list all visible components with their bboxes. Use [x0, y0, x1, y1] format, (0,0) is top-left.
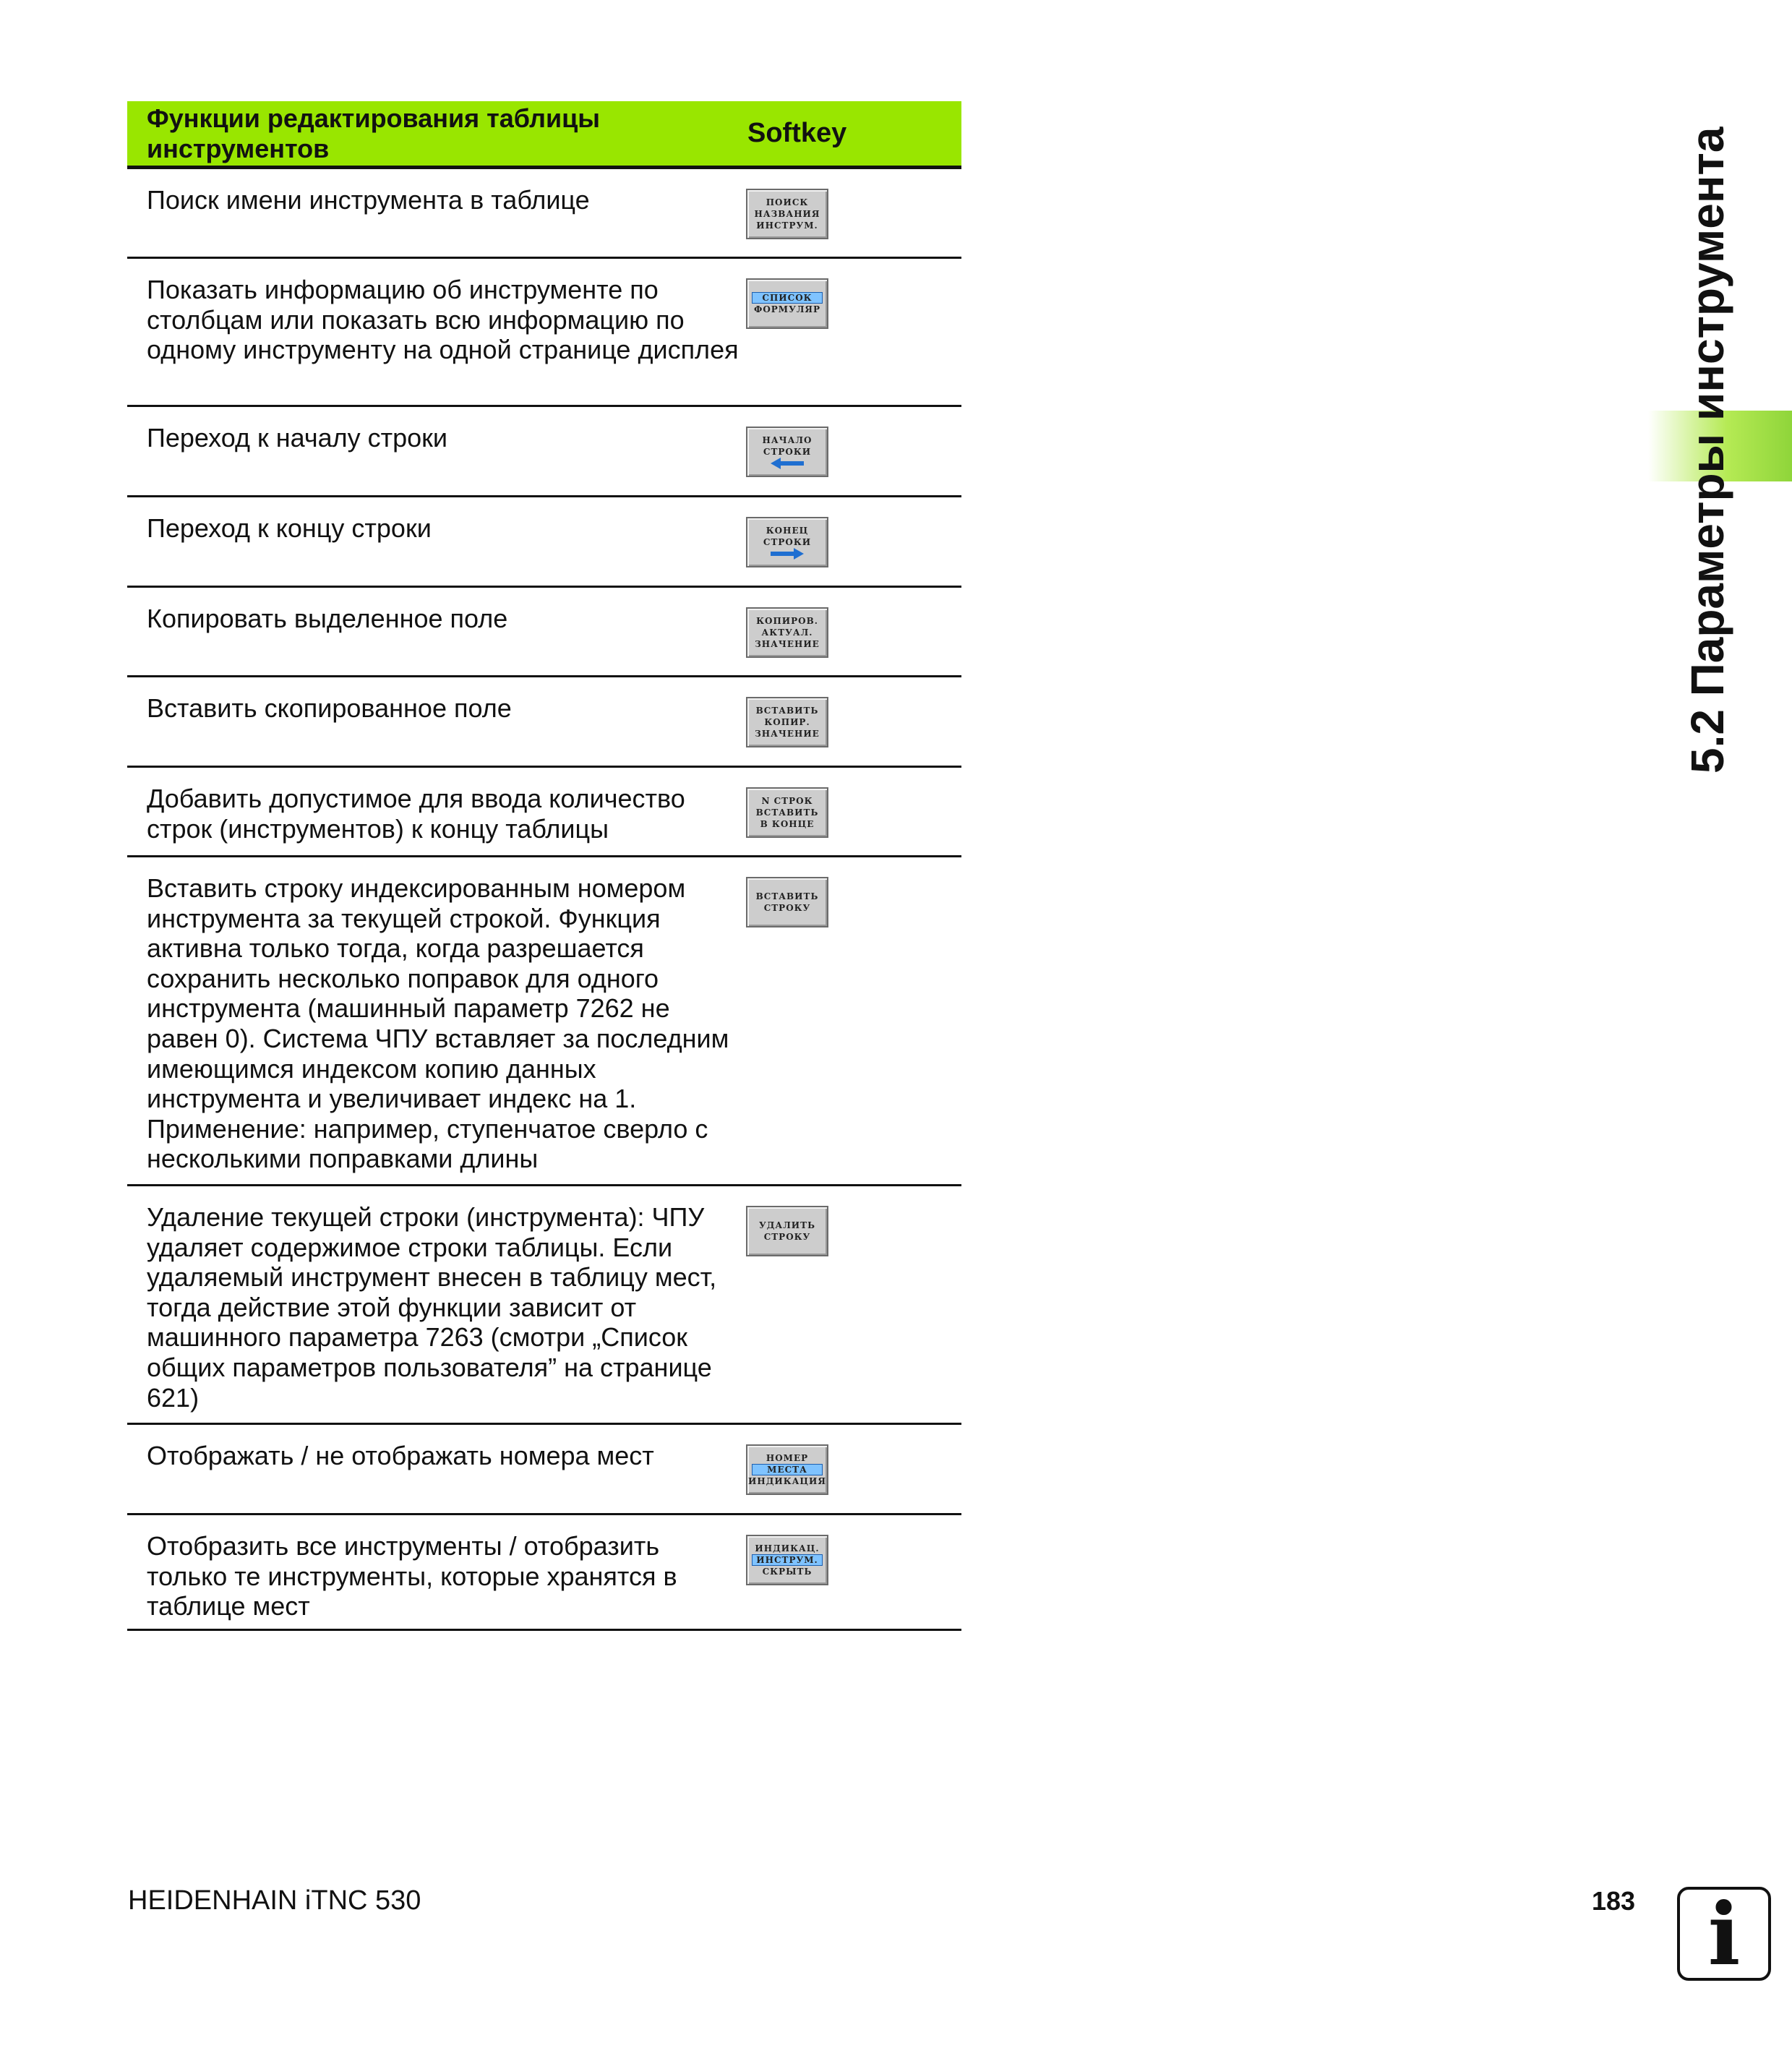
- softkey-button[interactable]: [746, 1206, 828, 1256]
- softkey-cell: [746, 1425, 828, 1513]
- table-row: [127, 259, 961, 407]
- softkey-label: КОНЕЦ: [766, 526, 809, 536]
- softkey-button[interactable]: [746, 697, 828, 747]
- softkey-button[interactable]: [746, 1535, 828, 1585]
- softkey-label: НАЗВАНИЯ: [754, 209, 820, 219]
- softkey-label: СТРОКИ: [763, 537, 812, 547]
- softkey-label: ЗНАЧЕНИЕ: [755, 729, 820, 739]
- softkey-label: СТРОКУ: [763, 903, 811, 913]
- softkey-button[interactable]: [746, 278, 828, 329]
- softkey-label: ИНСТРУМ.: [752, 1554, 823, 1566]
- softkey-cell: [746, 1515, 828, 1629]
- softkey-cell: [746, 259, 828, 405]
- softkey-button[interactable]: [746, 427, 828, 477]
- softkey-button[interactable]: [746, 607, 828, 658]
- softkey-label: ВСТАВИТЬ: [755, 891, 819, 901]
- softkey-label: СПИСОК: [752, 292, 823, 304]
- softkey-label: ВСТАВИТЬ: [755, 807, 819, 818]
- table-row: [127, 768, 961, 857]
- softkey-button[interactable]: [746, 1444, 828, 1495]
- softkey-label: КОПИР.: [764, 717, 810, 727]
- softkey-cell: [746, 768, 828, 855]
- row-description: Вставить строку индексированным номером инструмента за текущей строкой. Функция активна только тогда, когда разрешается сохранить несколько поправок для одного инструмента (машинный параметр 7262 не равен 0). Система ЧПУ вставляет за последним имеющимся индексом копию данных инструмента и увеличивает индекс на 1. Применение: например, ступенчатое сверло с несколькими поправками длины: [147, 873, 729, 1174]
- softkey-cell: [746, 169, 828, 257]
- footer-product: HEIDENHAIN iTNC 530: [128, 1885, 421, 1916]
- softkey-label: МЕСТА: [752, 1464, 823, 1475]
- softkey-cell: [746, 588, 828, 675]
- info-icon: i: [1677, 1887, 1771, 1981]
- table-row: [127, 169, 961, 259]
- row-description: Удаление текущей строки (инструмента): ЧПУ удаляет содержимое строки таблицы. Если удаляемый инструмент внесен в таблицу мест, тогда действие этой функции зависит от машинного параметра 7263 (смотри „Список общих параметров пользователя” на странице 621): [147, 1202, 717, 1413]
- table-body: [127, 169, 961, 1631]
- softkey-label: N СТРОК: [761, 796, 813, 806]
- softkey-button[interactable]: [746, 189, 828, 239]
- chapter-title: 5.2 Параметры инструмента: [1681, 127, 1733, 774]
- table-row: [127, 407, 961, 497]
- row-description: Копировать выделенное поле: [147, 604, 508, 633]
- softkey-cell: [746, 857, 828, 1184]
- softkey-label: СКРЫТЬ: [762, 1567, 813, 1577]
- arrow-right-icon: [771, 548, 804, 560]
- softkey-cell: [746, 497, 828, 586]
- softkey-label: СТРОКИ: [763, 447, 812, 457]
- softkey-label: НОМЕР: [766, 1453, 809, 1463]
- row-description: Отобразить все инструменты / отобразить только те инструменты, которые хранятся в таблице мест: [147, 1531, 677, 1621]
- table-row: [127, 588, 961, 677]
- table-row: [127, 677, 961, 768]
- softkey-button[interactable]: [746, 517, 828, 567]
- softkey-label: В КОНЦЕ: [760, 819, 815, 829]
- softkey-cell: [746, 1186, 828, 1423]
- row-description: Добавить допустимое для ввода количество строк (инструментов) к концу таблицы: [147, 784, 685, 844]
- softkey-label: НАЧАЛО: [762, 435, 813, 445]
- softkey-label: КОПИРОВ.: [756, 616, 818, 626]
- arrow-left-icon: [771, 458, 804, 469]
- softkey-label: УДАЛИТЬ: [759, 1220, 815, 1230]
- softkey-label: ПОИСК: [766, 197, 809, 207]
- row-description: Переход к концу строки: [147, 513, 432, 543]
- softkey-label: ВСТАВИТЬ: [755, 706, 819, 716]
- softkey-button[interactable]: [746, 787, 828, 838]
- softkey-button[interactable]: [746, 877, 828, 927]
- table-row: [127, 497, 961, 588]
- softkey-label: ИНДИКАЦ.: [755, 1543, 820, 1554]
- row-description: Переход к началу строки: [147, 423, 448, 453]
- softkey-label: ИНДИКАЦИЯ: [748, 1476, 826, 1486]
- softkey-cell: [746, 407, 828, 495]
- table-row: [127, 1425, 961, 1515]
- softkey-label: ИНСТРУМ.: [756, 220, 818, 231]
- row-description: Показать информацию об инструменте по столбцам или показать всю информацию по одному инструменту на одной странице дисплея: [147, 275, 739, 365]
- header-softkey: Softkey: [747, 118, 847, 148]
- table-row: [127, 857, 961, 1186]
- page-number: 183: [1592, 1886, 1636, 1916]
- row-description: Вставить скопированное поле: [147, 693, 512, 723]
- softkey-label: ЗНАЧЕНИЕ: [755, 639, 820, 649]
- table-header: [127, 101, 961, 169]
- row-description: Поиск имени инструмента в таблице: [147, 185, 590, 215]
- row-description: Отображать / не отображать номера мест: [147, 1441, 654, 1470]
- tool-table-functions: [127, 101, 961, 1631]
- softkey-label: СТРОКУ: [763, 1232, 811, 1242]
- table-row: [127, 1186, 961, 1425]
- softkey-label: ФОРМУЛЯР: [753, 304, 821, 314]
- header-function: Функции редактирования таблицы инструментов: [147, 103, 600, 163]
- softkey-cell: [746, 677, 828, 766]
- table-row: [127, 1515, 961, 1631]
- softkey-label: АКТУАЛ.: [761, 627, 813, 638]
